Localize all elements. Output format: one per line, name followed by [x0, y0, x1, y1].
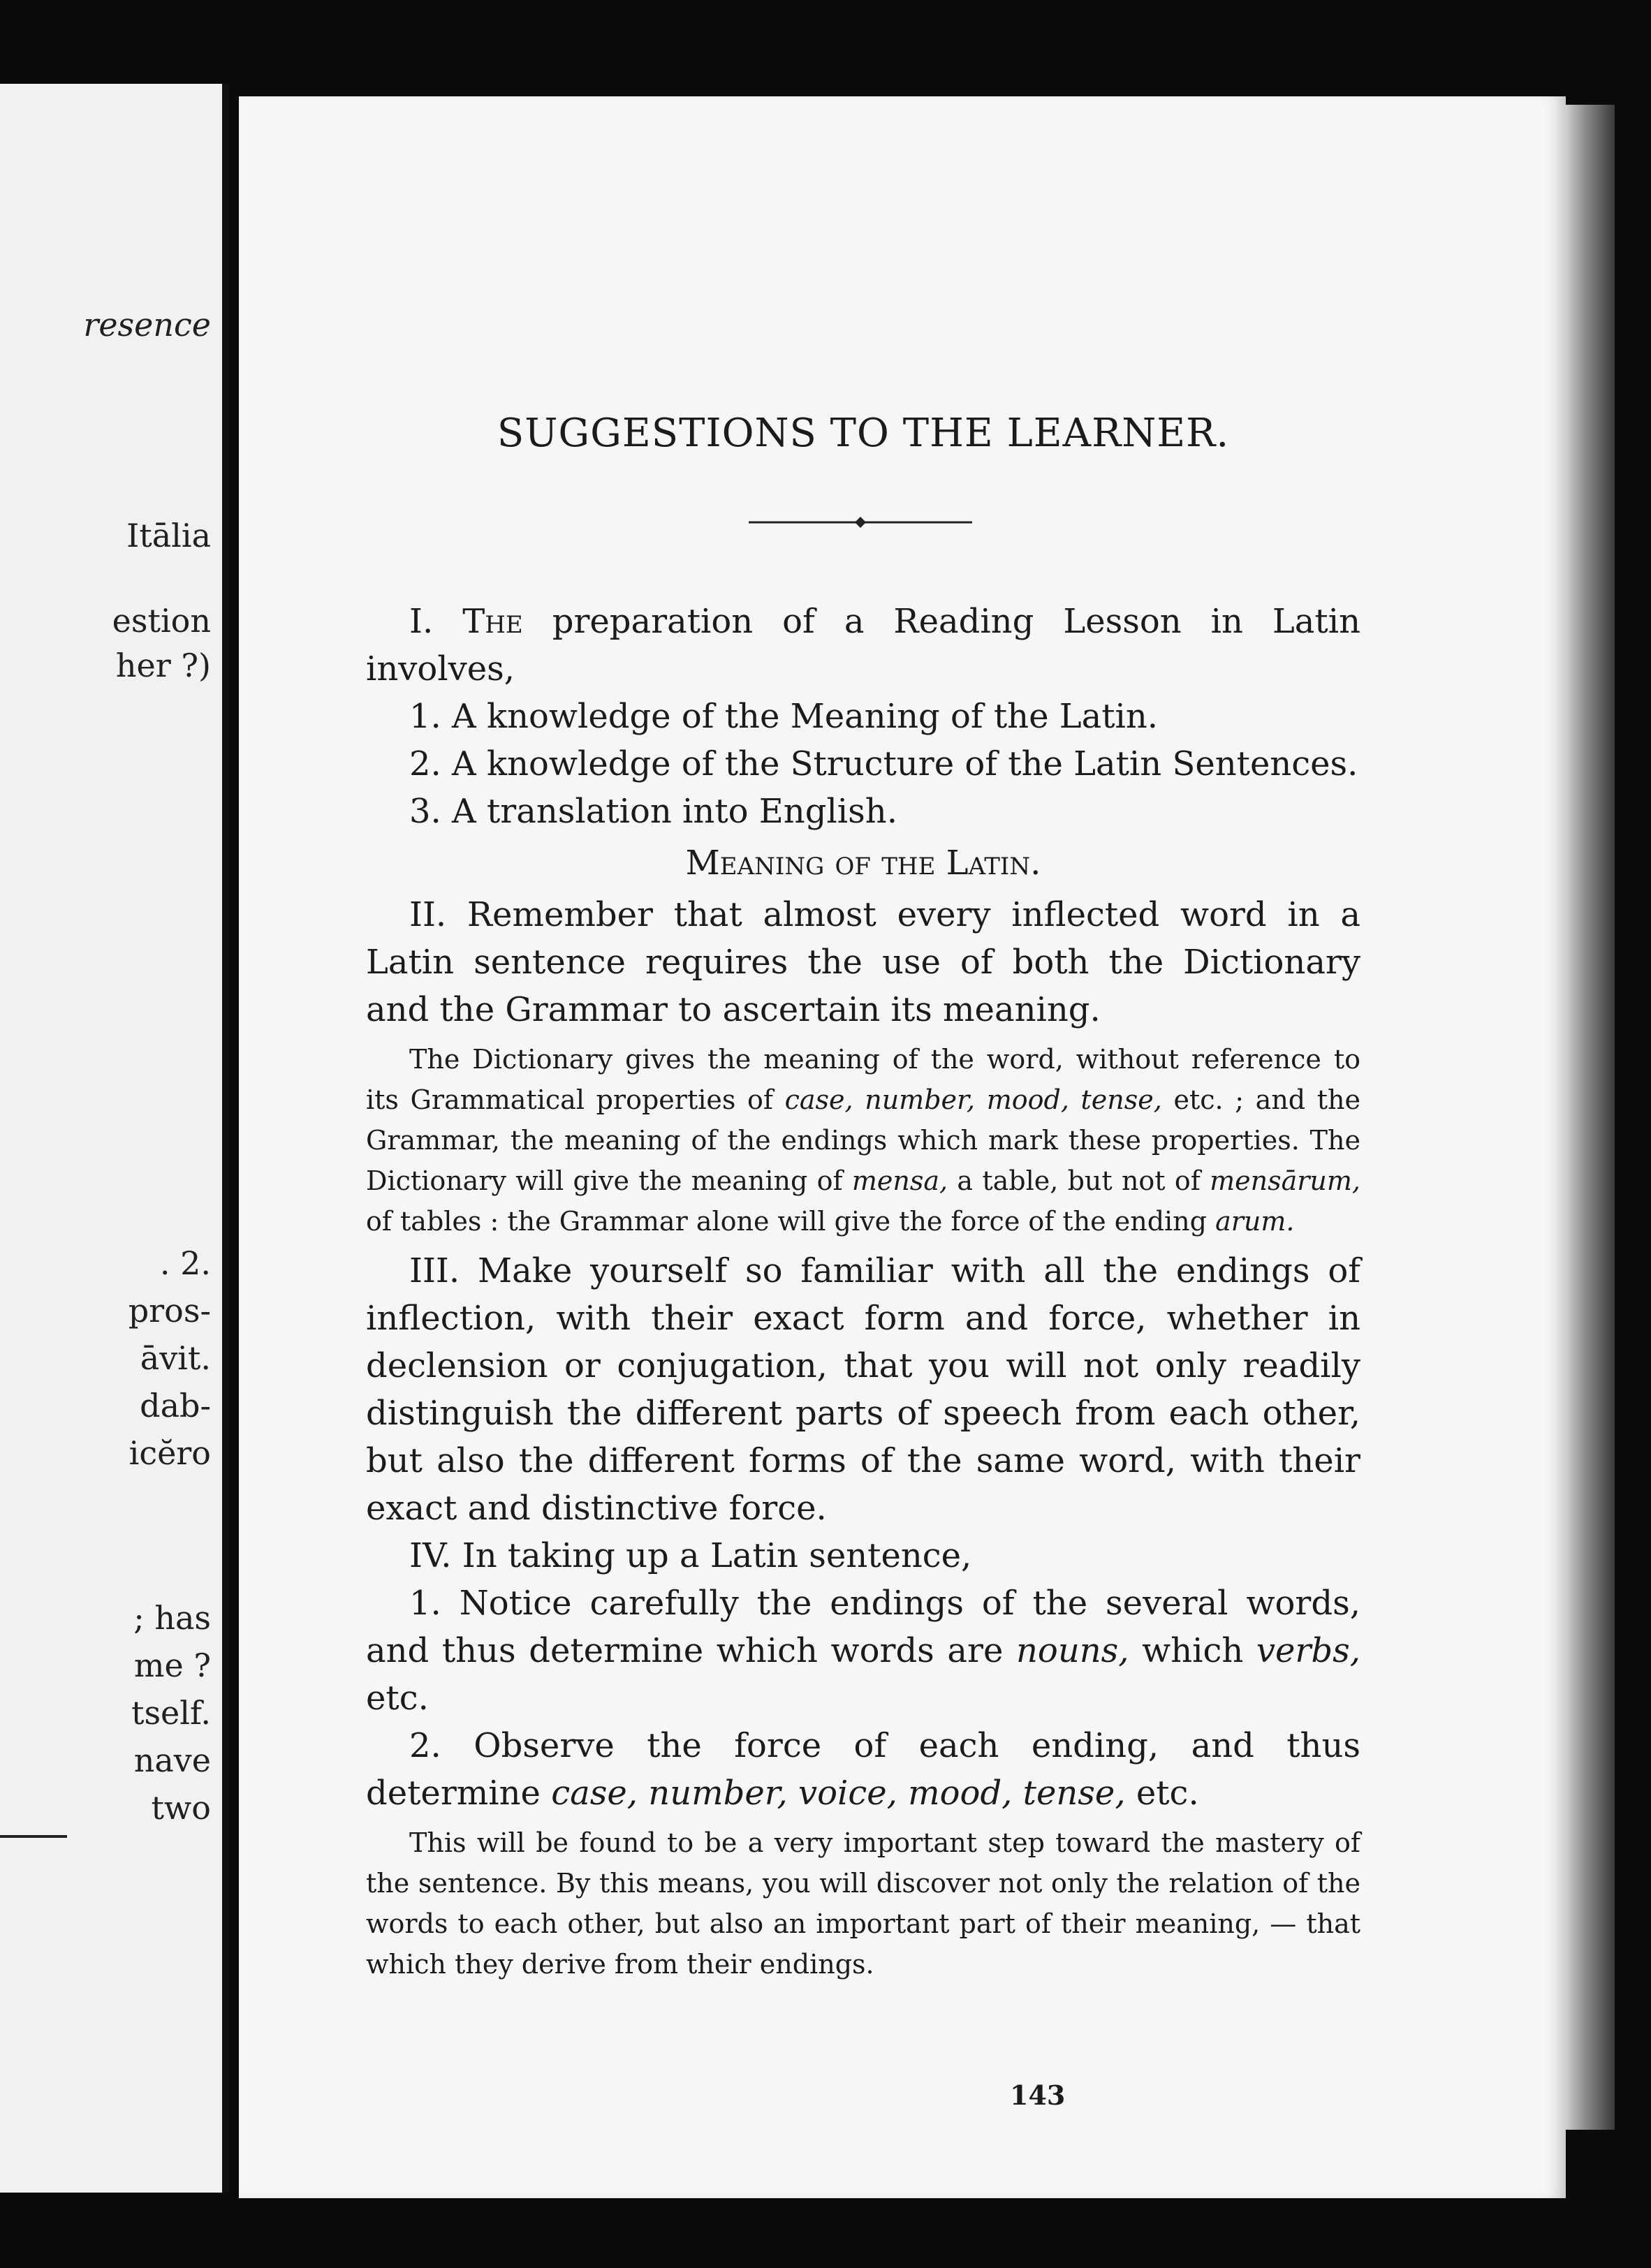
note-text: etc. ; and the Grammar, the meaning of the endings which mark these properties. The Dictionary will give the meaning of	[366, 1084, 1360, 1196]
note-italic: case, number, mood, tense,	[784, 1084, 1162, 1115]
list-text: 1. Notice carefully the endings of the several words, and thus determine which words are	[366, 1584, 1360, 1670]
left-fragment: icĕro	[129, 1434, 211, 1472]
section-heading: Meaning of the Latin.	[685, 844, 1041, 883]
left-fragment: āvit.	[140, 1339, 211, 1377]
note-text: of tables : the Grammar alone will give the force of the ending	[366, 1206, 1207, 1237]
note-italic: arum.	[1215, 1206, 1295, 1237]
left-fragment: pros-	[128, 1292, 211, 1330]
section-lead-word: The	[462, 602, 523, 641]
list-item	[366, 1580, 1360, 1722]
note-italic: mensa,	[851, 1165, 948, 1196]
left-facing-page	[0, 84, 229, 2193]
left-fragment: her ?)	[115, 647, 211, 684]
left-fragment: ; has	[133, 1599, 211, 1637]
section-text: preparation of a Reading Lesson in Latin involves,	[366, 602, 1360, 688]
note-text: a table, but not of	[957, 1165, 1201, 1196]
left-fragment: nave	[133, 1742, 211, 1779]
left-rule	[0, 1829, 222, 1843]
section-number: I.	[409, 602, 434, 641]
list-item: 1. A knowledge of the Meaning of the Latin.	[409, 697, 1159, 736]
body-text	[366, 598, 1360, 1984]
section-iii: III. Make yourself so familiar with all the endings of inflection, with their exact form and force, whether in declension or conjugation, that you will not only readily distinguish the different parts of speech from each other, but also the different forms of the same word, with their exact and distinctive force.	[366, 1251, 1360, 1528]
list-italic: nouns,	[1016, 1631, 1129, 1670]
list-text: 2. Observe the force of each ending, and thus determine	[366, 1726, 1360, 1813]
note-ii	[366, 1039, 1360, 1242]
list-item: 2. A knowledge of the Structure of the Latin Sentences.	[409, 744, 1358, 783]
title-ornament-divider	[749, 514, 972, 531]
list-italic: verbs,	[1256, 1631, 1360, 1670]
left-fragment: me ?	[133, 1647, 211, 1684]
section-i	[366, 598, 1360, 693]
section-ii: II. Remember that almost every inflected word in a Latin sentence requires the use of both the Dictionary and the Grammar to ascertain its meaning.	[366, 895, 1360, 1029]
list-text: etc.	[1136, 1774, 1199, 1813]
left-fragment: . 2.	[159, 1244, 211, 1282]
page-title: SUGGESTIONS TO THE LEARNER.	[497, 411, 1230, 456]
left-fragment: estion	[112, 602, 211, 640]
list-item: 3. A translation into English.	[409, 792, 897, 831]
note-iv: This will be found to be a very important step toward the mastery of the sentence. By this means, you will discover not only the relation of the words to each other, but also an important part of their meaning, — that which they derive from their endings.	[366, 1827, 1360, 1980]
left-fragment: resence	[83, 306, 211, 344]
book-spine-edge	[1566, 105, 1615, 2130]
list-text: which	[1142, 1631, 1244, 1670]
note-text: The Dictionary gives the meaning of the word, without reference to its Grammatical properties of	[366, 1044, 1360, 1115]
left-fragment: dab-	[140, 1387, 211, 1424]
note-italic: mensārum,	[1210, 1165, 1360, 1196]
left-fragment: Itālia	[126, 517, 211, 554]
list-text: etc.	[366, 1679, 429, 1718]
page-content	[366, 96, 1360, 1990]
book-page	[239, 96, 1566, 2198]
list-italic: case, number, voice, mood, tense,	[551, 1774, 1126, 1813]
page-number: 143	[1010, 2079, 1066, 2111]
list-item	[366, 1722, 1360, 1817]
left-fragment: tself.	[131, 1694, 211, 1732]
left-fragment: two	[151, 1789, 211, 1827]
section-iv-intro: IV. In taking up a Latin sentence,	[409, 1536, 972, 1575]
